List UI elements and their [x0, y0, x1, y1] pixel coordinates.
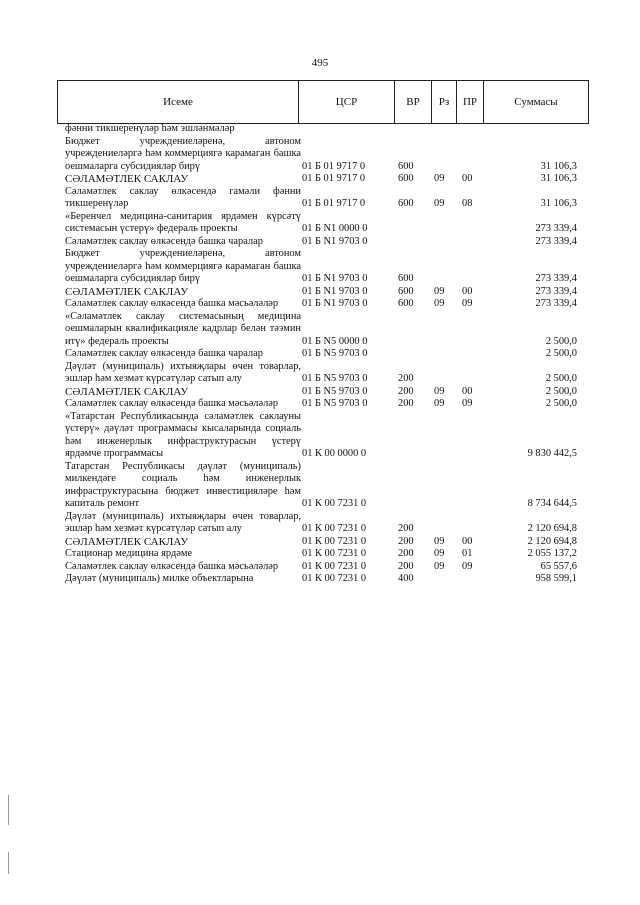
- table-row: [65, 211, 577, 236]
- row-vr: 600: [398, 160, 414, 172]
- row-csr: 01 К 00 7231 0: [302, 560, 367, 572]
- row-vr: 200: [398, 523, 414, 534]
- margin-mark: [8, 795, 9, 825]
- row-csr: 01 К 00 7231 0: [302, 573, 367, 584]
- row-name: Сәламәтлек саклау өлкәсендә башка мәсьәләләр: [65, 560, 279, 572]
- row-vr: 600: [398, 285, 414, 297]
- row-pr: 08: [462, 198, 473, 209]
- table-header: [57, 80, 589, 124]
- row-csr: 01 К 00 7231 0: [302, 498, 367, 509]
- row-sum: 2 500,0: [545, 398, 577, 409]
- row-name: СӘЛАМӘТЛЕК САКЛАУ: [65, 173, 189, 185]
- row-pr: 00: [462, 285, 473, 297]
- row-sum: 2 055 137,2: [527, 548, 577, 559]
- row-sum: 2 500,0: [545, 335, 577, 347]
- table-row: [65, 386, 577, 399]
- row-csr: 01 Б N1 9703 0: [302, 298, 368, 309]
- row-csr: 01 Б N5 9703 0: [302, 373, 368, 384]
- table-row: [65, 411, 577, 461]
- row-rz: 09: [434, 385, 445, 397]
- table-row: [65, 561, 577, 574]
- header-csr: ЦСР: [299, 81, 395, 123]
- row-rz: 09: [434, 548, 445, 559]
- table-row: [65, 286, 577, 299]
- row-name: Бюджет учреждениеләренә, автоном учреждениеләргә һәм коммерциягә карамаган башка оешмаларга субсидияләр бирү: [65, 248, 301, 284]
- row-sum: 273 339,4: [535, 223, 577, 234]
- row-csr: 01 Б N1 9703 0: [302, 235, 368, 247]
- row-rz: 09: [434, 173, 445, 184]
- header-rz: Рз: [432, 81, 457, 123]
- row-sum: 273 339,4: [535, 285, 577, 297]
- row-name: Стационар медицина ярдәме: [65, 548, 193, 559]
- table-row: [65, 573, 577, 586]
- row-vr: 200: [398, 398, 414, 409]
- row-csr: 01 Б 01 9717 0: [302, 160, 366, 172]
- row-sum: 31 106,3: [540, 198, 577, 209]
- table-row: [65, 548, 577, 561]
- row-csr: 01 К 00 7231 0: [302, 535, 367, 547]
- row-sum: 65 557,6: [540, 560, 577, 572]
- row-sum: 273 339,4: [535, 298, 577, 309]
- row-name: фәнни тикшеренүләр һәм эшләнмәләр: [65, 123, 235, 134]
- row-name: Сәламәтлек саклау өлкәсендә гамәли фәнни тикшеренүләр: [65, 185, 301, 209]
- row-sum: 273 339,4: [535, 235, 577, 247]
- row-sum: 31 106,3: [540, 160, 577, 172]
- row-rz: 09: [434, 198, 445, 209]
- row-csr: 01 Б N1 9703 0: [302, 285, 368, 297]
- row-name: Сәламәтлек саклау өлкәсендә башка мәсьәләләр: [65, 298, 279, 309]
- row-csr: 01 Б 01 9717 0: [302, 198, 366, 209]
- row-rz: 09: [434, 298, 445, 309]
- row-sum: 958 599,1: [535, 573, 577, 584]
- row-csr: 01 К 00 7231 0: [302, 523, 367, 534]
- row-name: Дәүләт (муниципаль) милке объектларына: [65, 573, 254, 584]
- row-pr: 09: [462, 560, 473, 572]
- row-vr: 200: [398, 560, 414, 572]
- row-vr: 600: [398, 273, 414, 284]
- row-pr: 09: [462, 398, 473, 409]
- row-rz: 09: [434, 535, 445, 547]
- table-row: [65, 536, 577, 549]
- page-number: 495: [311, 57, 329, 69]
- table-body: [65, 123, 577, 586]
- row-name: Татарстан Республикасы дәүләт (муниципаль) милкендәге социаль һәм инженерлык инфраструктурасына бюджет инвестицияләре һәм капиталь ремонт: [65, 460, 301, 509]
- table-row: [65, 398, 577, 411]
- row-vr: 200: [398, 535, 414, 547]
- table-row: [65, 123, 577, 136]
- table-row: [65, 511, 577, 536]
- row-pr: 00: [462, 173, 473, 184]
- row-name: Дәүләт (муниципаль) ихтыяҗлары өчен товарлар, эшләр һәм хезмәт күрсәтүләр сатып алу: [65, 510, 301, 534]
- table-row: [65, 173, 577, 186]
- row-vr: 400: [398, 573, 414, 584]
- table-row: [65, 298, 577, 311]
- row-sum: 9 830 442,5: [527, 448, 577, 459]
- table-row: [65, 136, 577, 174]
- row-vr: 200: [398, 385, 414, 397]
- row-sum: 2 500,0: [545, 373, 577, 384]
- row-name: СӘЛАМӘТЛЕК САКЛАУ: [65, 535, 189, 548]
- row-sum: 2 120 694,8: [527, 535, 577, 547]
- row-sum: 2 500,0: [545, 348, 577, 359]
- row-pr: 01: [462, 548, 473, 559]
- row-rz: 09: [434, 285, 445, 297]
- row-name: Сәламәтлек саклау өлкәсендә башка чаралар: [65, 235, 263, 247]
- table-row: [65, 248, 577, 286]
- header-sum: Суммасы: [514, 96, 558, 108]
- table-row: [65, 461, 577, 511]
- row-name: «Сәламәтлек саклау системасының медицина оешмаларын квалификацияле кадрлар белән тәэмин итү» федераль проекты: [65, 310, 301, 347]
- row-vr: 200: [398, 373, 414, 384]
- row-csr: 01 Б N1 0000 0: [302, 223, 368, 234]
- row-rz: 09: [434, 398, 445, 409]
- table-row: [65, 186, 577, 211]
- header-vr: ВР: [395, 81, 432, 123]
- table-row: [65, 361, 577, 386]
- row-name: Дәүләт (муниципаль) ихтыяҗлары өчен товарлар, эшләр һәм хезмәт күрсәтүләр сатып алу: [65, 360, 301, 384]
- row-sum: 31 106,3: [540, 173, 577, 184]
- row-csr: 01 Б N5 9703 0: [302, 385, 368, 397]
- row-pr: 00: [462, 385, 473, 397]
- row-vr: 600: [398, 173, 414, 184]
- row-name: Бюджет учреждениеләренә, автоном учреждениеләргә һәм коммерциягә карамаган башка оешмаларга субсидияләр бирү: [65, 135, 301, 172]
- row-vr: 200: [398, 548, 414, 559]
- table-row: [65, 236, 577, 249]
- row-csr: 01 Б N5 9703 0: [302, 398, 368, 409]
- header-name: Исеме: [58, 81, 299, 123]
- row-csr: 01 Б N5 0000 0: [302, 335, 368, 347]
- row-name: «Беренчел медицина-санитария ярдәмен күрсәтү системасын үстерү» федераль проекты: [65, 210, 301, 234]
- row-sum: 2 500,0: [545, 385, 577, 397]
- row-sum: 2 120 694,8: [527, 523, 577, 534]
- row-sum: 273 339,4: [535, 273, 577, 284]
- row-csr: 01 Б 01 9717 0: [302, 173, 366, 184]
- row-csr: 01 К 00 7231 0: [302, 548, 367, 559]
- row-pr: 00: [462, 535, 473, 547]
- header-pr: ПР: [457, 81, 484, 123]
- row-csr: 01 Б N5 9703 0: [302, 348, 368, 359]
- row-csr: 01 Б N1 9703 0: [302, 273, 368, 284]
- row-vr: 600: [398, 298, 414, 309]
- row-name: Сәламәтлек саклау өлкәсендә башка чаралар: [65, 348, 263, 359]
- row-name: «Татарстан Республикасында сәламәтлек саклауны үстерү» дәүләт программасы кысаларында социаль һәм инженерлык инфраструктурасын үстерү ярдәмче программасы: [65, 410, 301, 459]
- margin-mark: [8, 852, 9, 874]
- row-name: Сәламәтлек саклау өлкәсендә башка мәсьәләләр: [65, 398, 279, 409]
- table-row: [65, 311, 577, 349]
- row-rz: 09: [434, 560, 445, 572]
- row-sum: 8 734 644,5: [527, 498, 577, 509]
- row-vr: 600: [398, 198, 414, 209]
- row-pr: 09: [462, 298, 473, 309]
- row-name: СӘЛАМӘТЛЕК САКЛАУ: [65, 385, 189, 398]
- row-name: СӘЛАМӘТЛЕК САКЛАУ: [65, 285, 189, 298]
- row-csr: 01 К 00 0000 0: [302, 448, 367, 459]
- table-row: [65, 348, 577, 361]
